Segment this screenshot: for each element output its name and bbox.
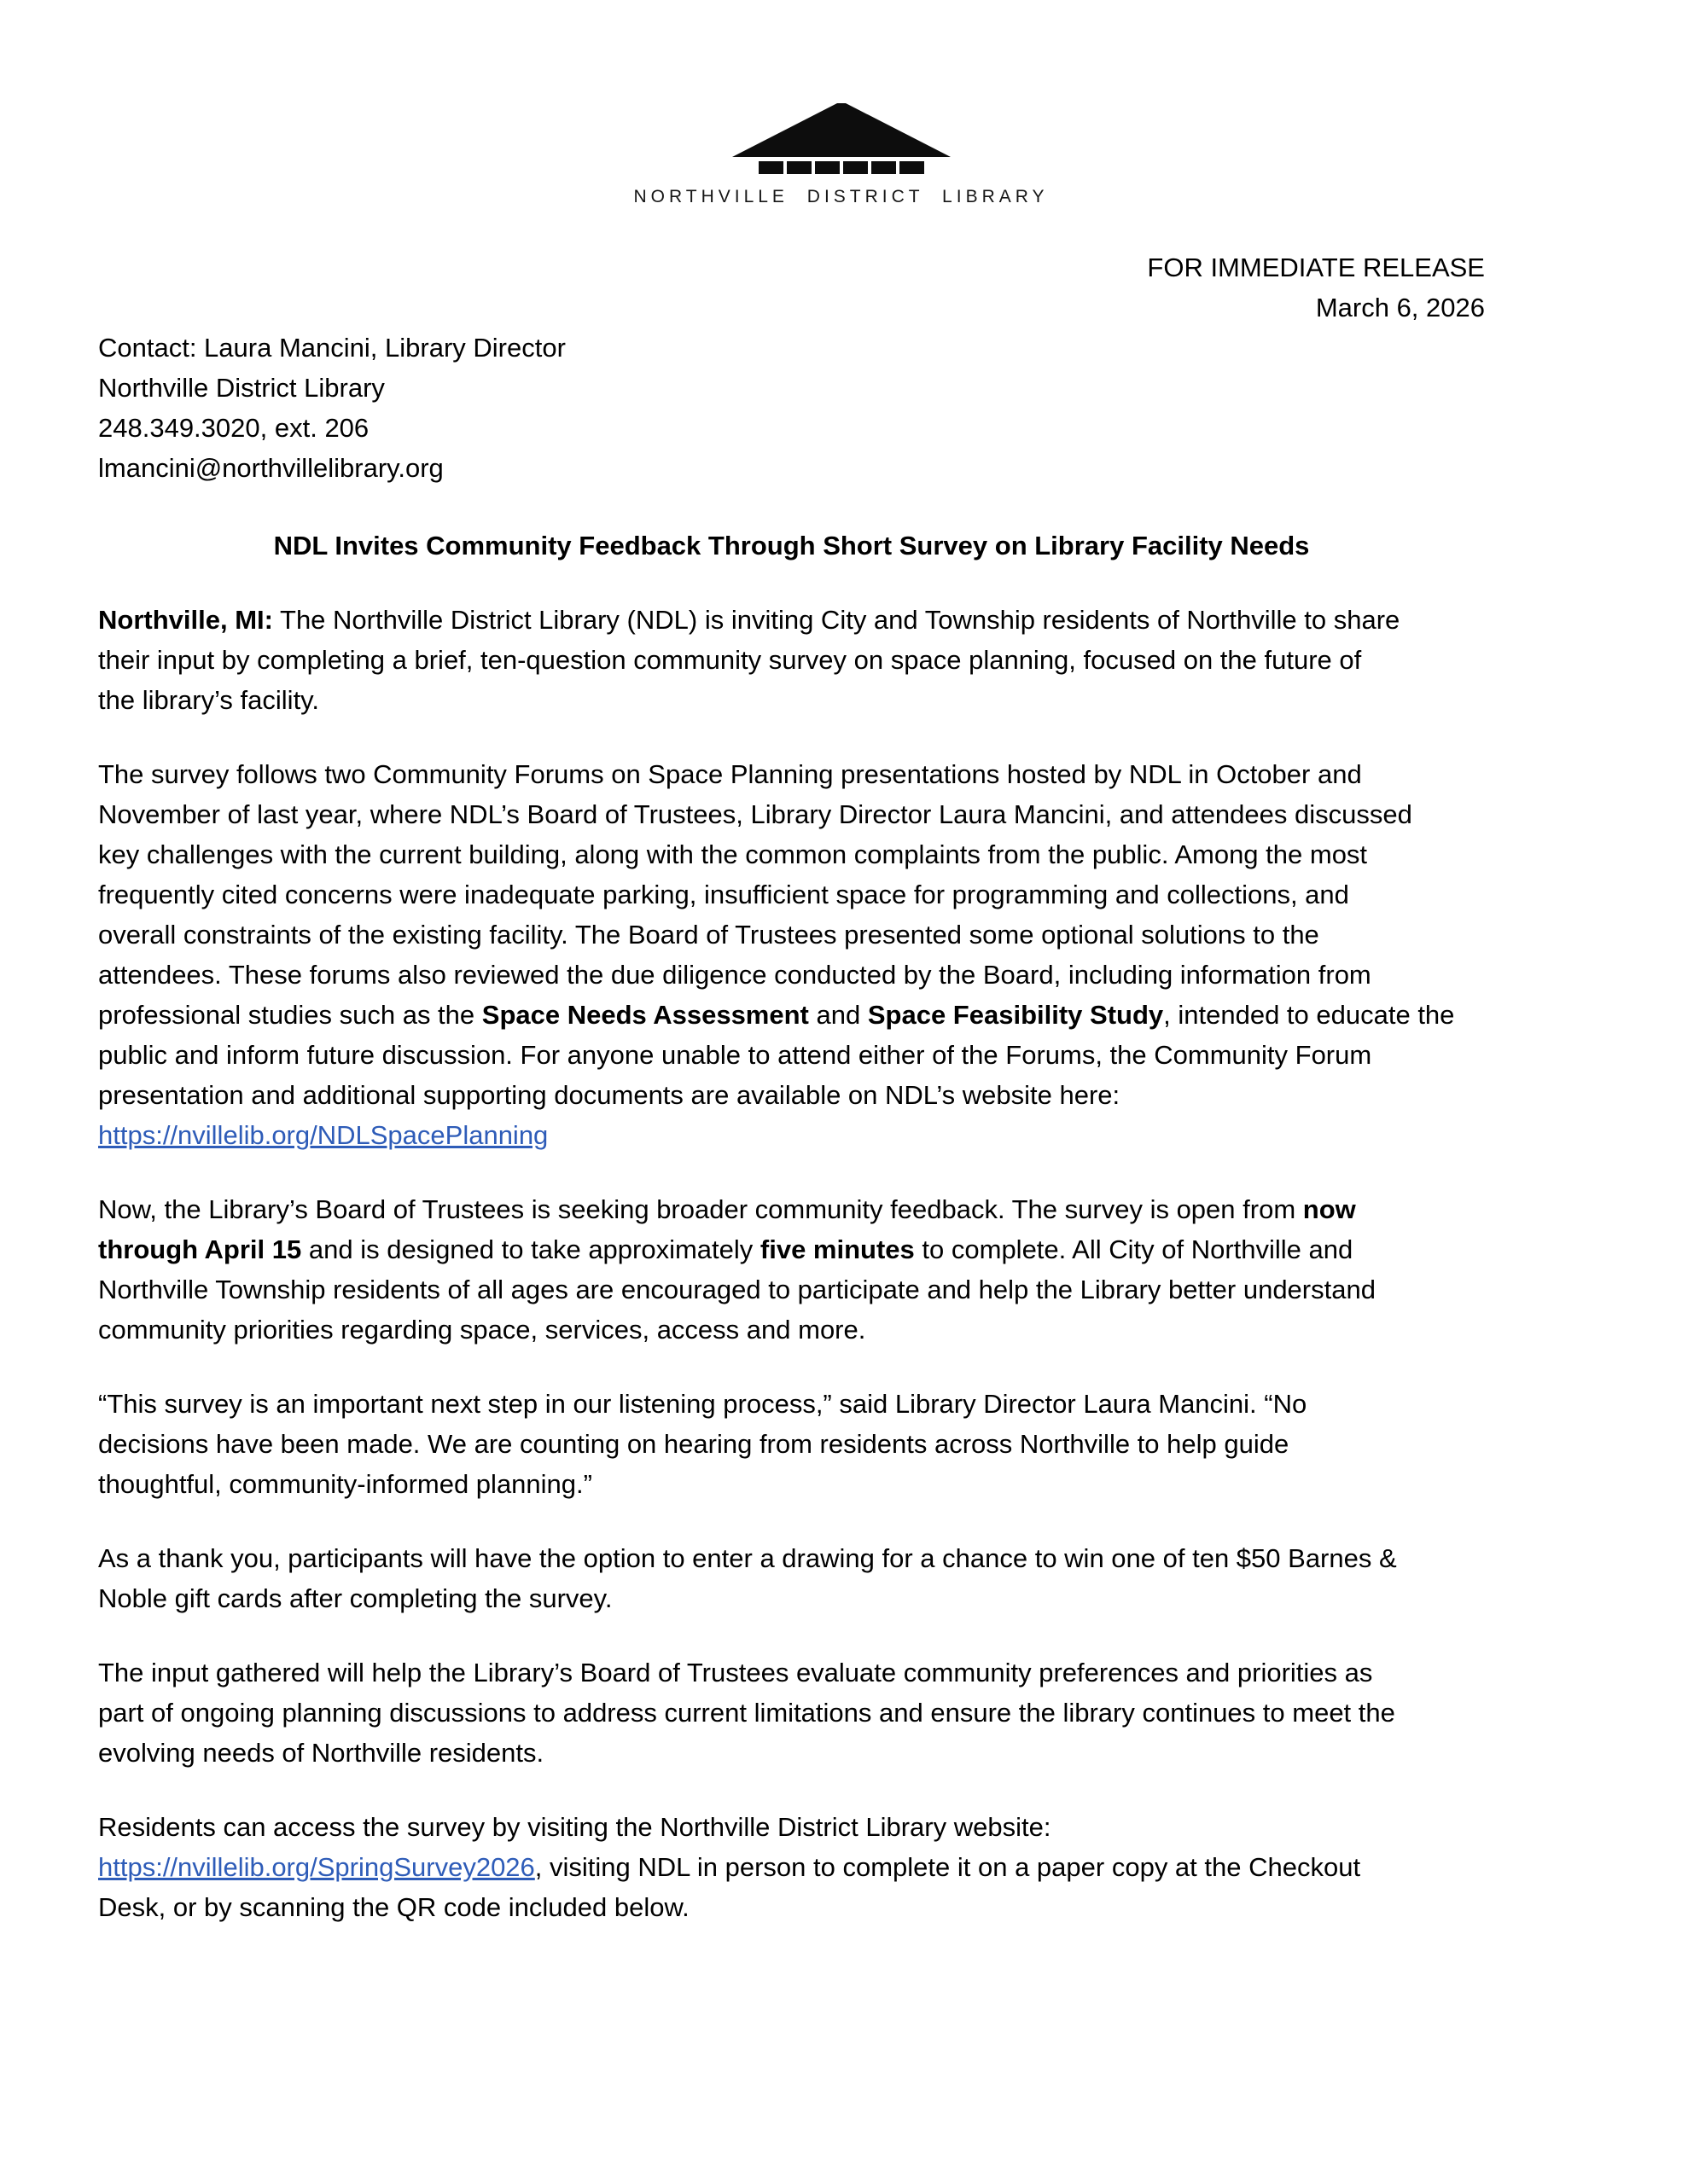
text-run: Space Feasibility Study [867, 1000, 1164, 1030]
text-run: “This survey is an important next step in our listening process,” said Library Director Laura Mancini. “No [98, 1389, 1307, 1419]
text-run: Desk, or by scanning the QR code included below. [98, 1892, 690, 1922]
text-run: key challenges with the current building, along with the common complaints from the public. Among the most [98, 839, 1368, 869]
release-block [98, 247, 1485, 328]
text-run: through April 15 [98, 1234, 302, 1264]
paragraph [98, 1189, 1485, 1350]
text-run: Now, the Library’s Board of Trustees is seeking broader community feedback. The survey is open from [98, 1194, 1303, 1224]
text-run: presentation and additional supporting documents are available on NDL’s website here: [98, 1080, 1120, 1110]
logo-roof-icon [732, 101, 951, 157]
text-run: , visiting NDL in person to complete it on a paper copy at the Checkout [534, 1852, 1361, 1882]
release-date: March 6, 2026 [1315, 293, 1485, 322]
text-run: evolving needs of Northville residents. [98, 1738, 544, 1768]
text-run: the library’s facility. [98, 685, 319, 715]
paragraph [98, 1538, 1485, 1618]
text-run: five minutes [760, 1234, 915, 1264]
document-content [0, 247, 1682, 1927]
document-body [98, 600, 1485, 1927]
text-run: part of ongoing planning discussions to address current limitations and ensure the library continues to meet the [98, 1698, 1395, 1728]
text-run: public and inform future discussion. For anyone unable to attend either of the Forums, the Community Forum [98, 1040, 1372, 1070]
logo-wordmark: NORTHVILLE DISTRICT LIBRARY [633, 187, 1049, 206]
text-run: , intended to educate the [1163, 1000, 1455, 1030]
text-run: and [808, 1000, 868, 1030]
release-line: FOR IMMEDIATE RELEASE [1147, 253, 1485, 282]
paragraph [98, 1653, 1485, 1773]
text-run: Northville, MI: [98, 605, 273, 635]
text-run: community priorities regarding space, services, access and more. [98, 1315, 866, 1345]
text-run: decisions have been made. We are counting on hearing from residents across Northville to help guide [98, 1429, 1289, 1459]
headline: NDL Invites Community Feedback Through Short Survey on Library Facility Needs [273, 531, 1310, 561]
text-run: As a thank you, participants will have the option to enter a drawing for a chance to win one of ten $50 Barnes & [98, 1543, 1397, 1573]
contact-name-line: Contact: Laura Mancini, Library Director [98, 333, 566, 363]
paragraph [98, 1384, 1485, 1504]
text-run: Residents can access the survey by visiting the Northville District Library website: [98, 1812, 1051, 1842]
contact-block [98, 328, 1485, 488]
hyperlink[interactable]: https://nvillelib.org/NDLSpacePlanning [98, 1120, 549, 1150]
contact-phone-line: 248.349.3020, ext. 206 [98, 413, 370, 443]
text-run: to complete. All City of Northville and [914, 1234, 1353, 1264]
hyperlink[interactable]: https://nvillelib.org/SpringSurvey2026 [98, 1852, 535, 1882]
text-run: overall constraints of the existing facility. The Board of Trustees presented some optional solutions to the [98, 920, 1319, 950]
text-run: thoughtful, community-informed planning.” [98, 1469, 592, 1499]
text-run: Space Needs Assessment [481, 1000, 809, 1030]
contact-org-line: Northville District Library [98, 373, 385, 403]
contact-email-line: lmancini@northvillelibrary.org [98, 453, 444, 483]
logo-windows-icon [759, 161, 924, 174]
text-run: professional studies such as the [98, 1000, 482, 1030]
library-logo [0, 0, 1682, 208]
paragraph [98, 1807, 1485, 1927]
text-run: their input by completing a brief, ten-question community survey on space planning, focused on the future of [98, 645, 1362, 675]
text-run: frequently cited concerns were inadequate parking, insufficient space for programming and collections, and [98, 880, 1349, 909]
text-run: The input gathered will help the Library’s Board of Trustees evaluate community preferences and priorities as [98, 1658, 1373, 1687]
paragraph [98, 600, 1485, 720]
text-run: Northville Township residents of all ages are encouraged to participate and help the Library better understand [98, 1275, 1376, 1304]
text-run: attendees. These forums also reviewed the due diligence conducted by the Board, including information from [98, 960, 1371, 990]
text-run: The Northville District Library (NDL) is inviting City and Township residents of Northville to share [272, 605, 1400, 635]
text-run: The survey follows two Community Forums on Space Planning presentations hosted by NDL in October and [98, 759, 1362, 789]
text-run: November of last year, where NDL’s Board of Trustees, Library Director Laura Mancini, and attendees discussed [98, 799, 1412, 829]
text-run: now [1302, 1194, 1356, 1224]
text-run: and is designed to take approximately [301, 1234, 760, 1264]
text-run: Noble gift cards after completing the survey. [98, 1583, 613, 1613]
paragraph [98, 754, 1485, 1155]
